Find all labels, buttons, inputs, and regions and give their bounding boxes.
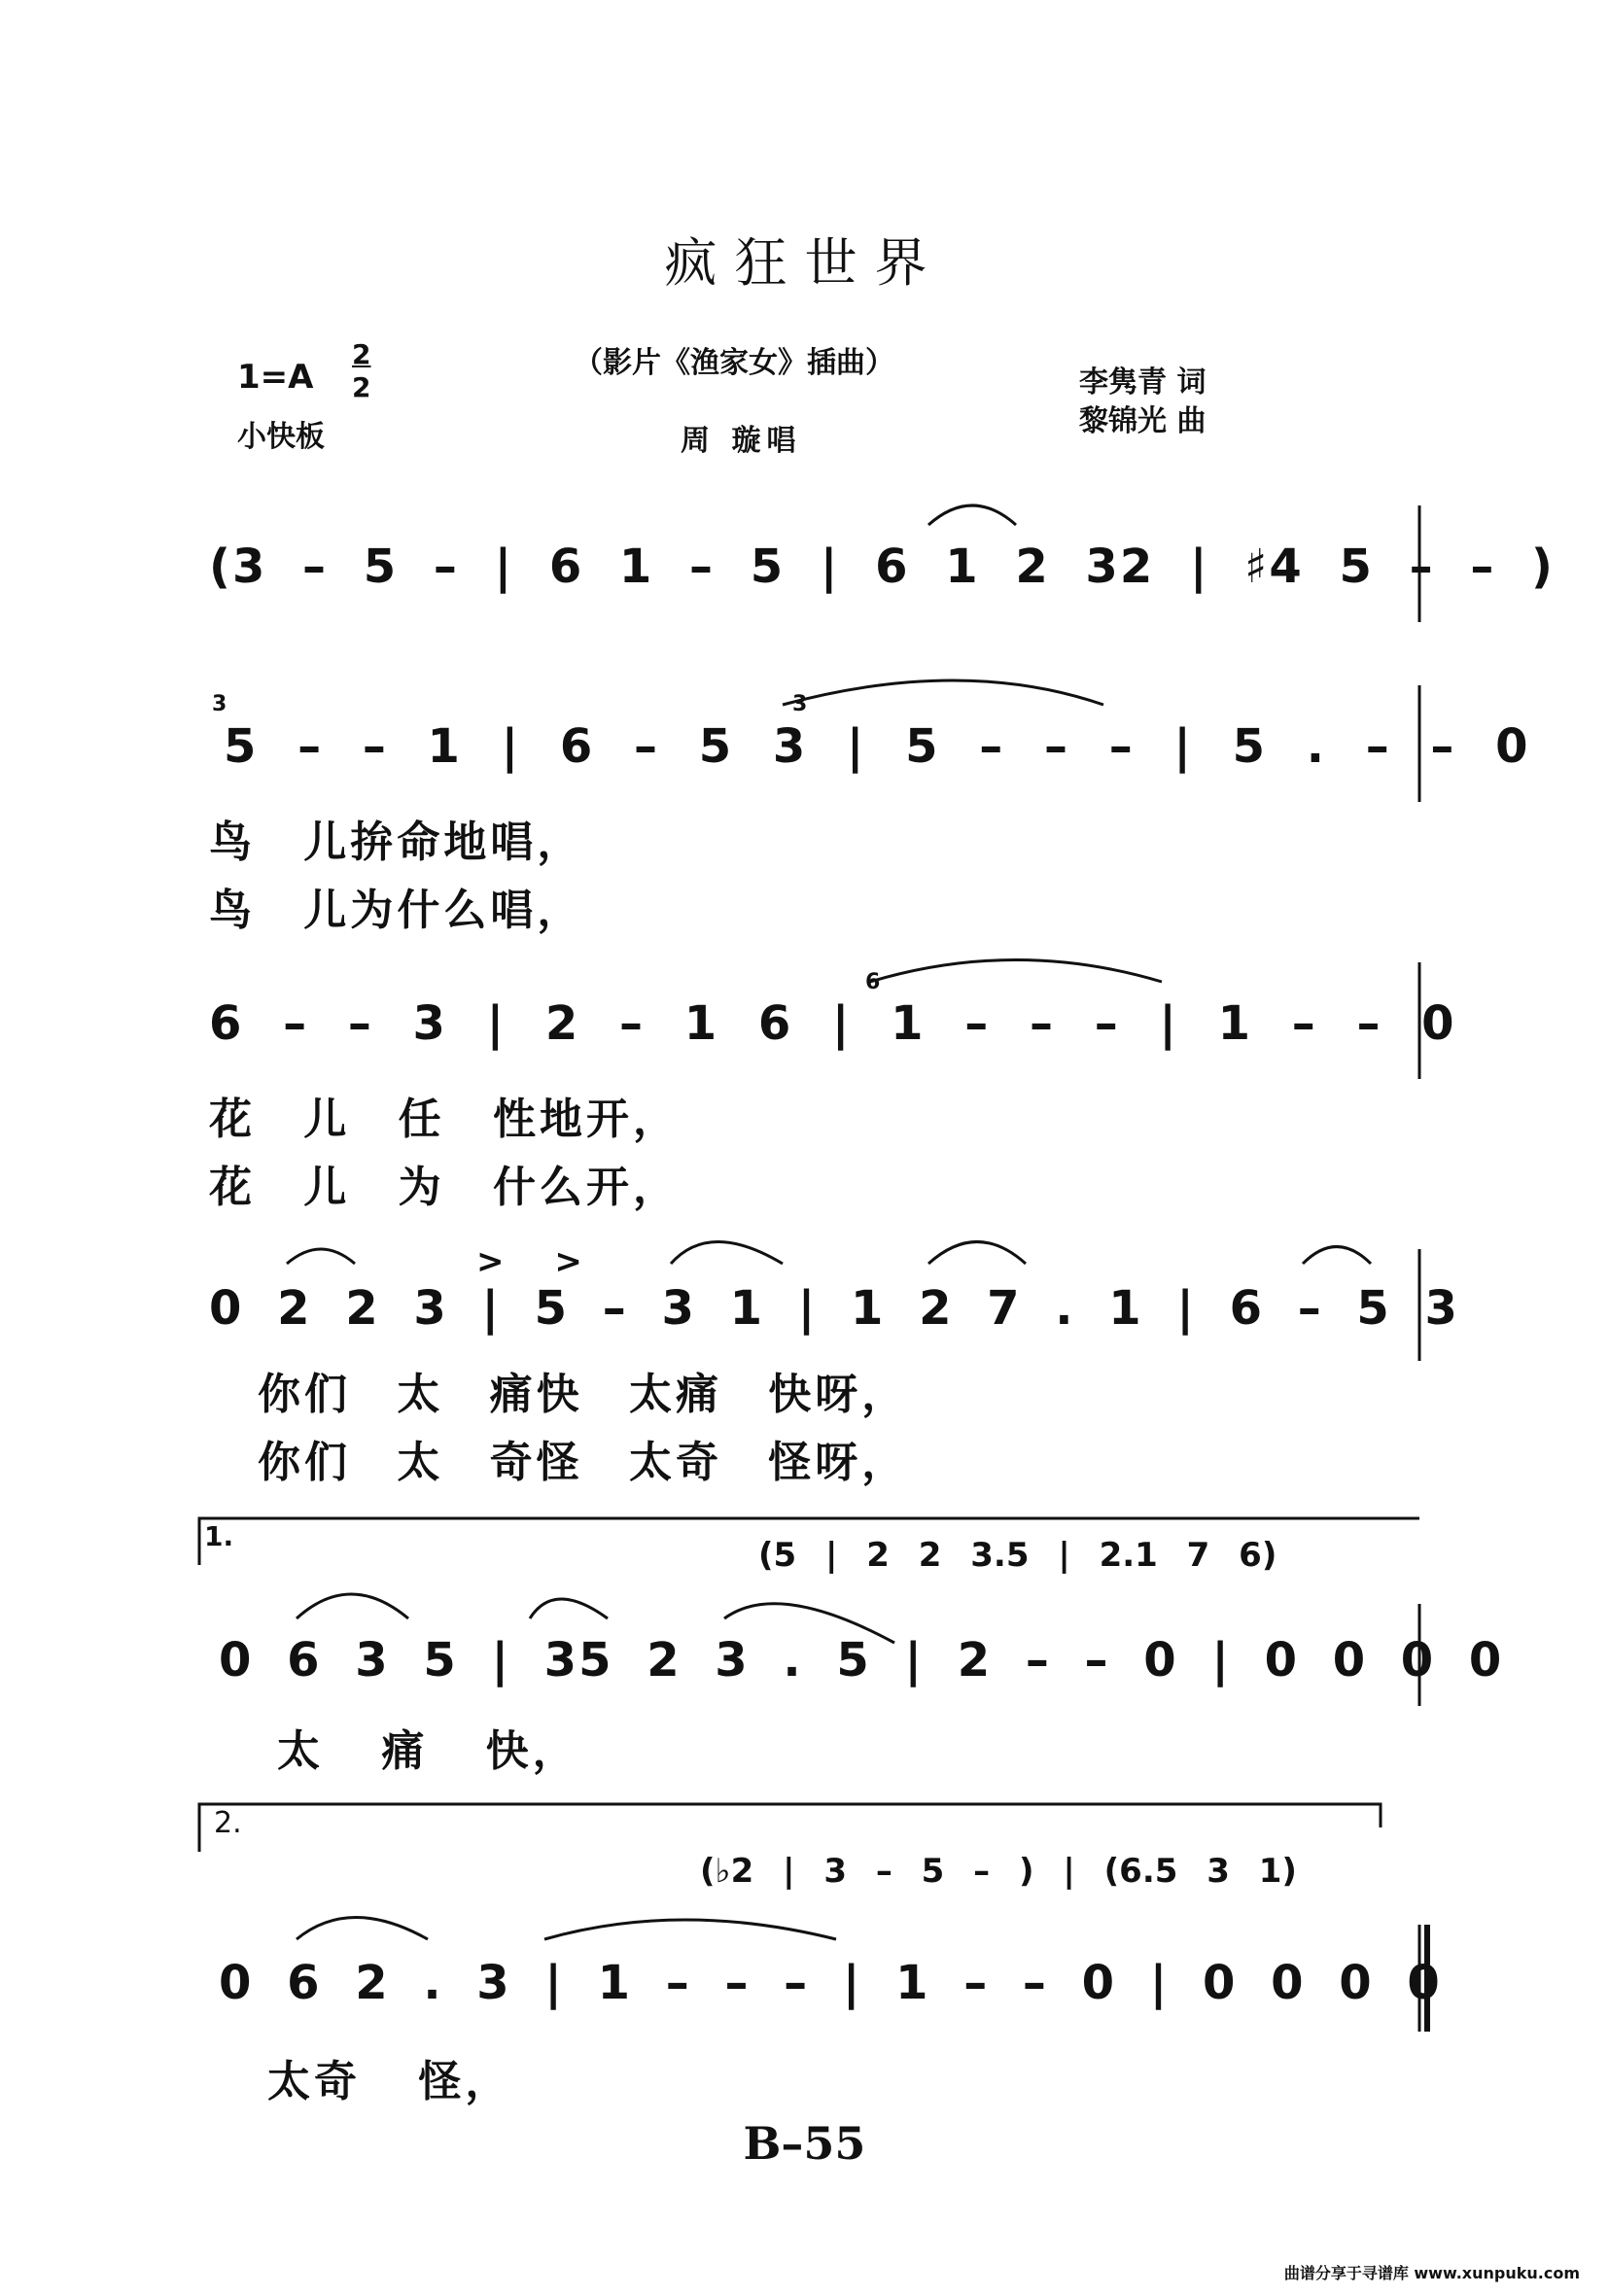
notation-line-6: 0 6 2 . 3 | 1 – – – | 1 – – 0 | 0 0 0 0 — [219, 1956, 1442, 2010]
time-signature-top: 2 — [352, 338, 371, 370]
tempo-marking: 小快板 — [237, 420, 325, 454]
slur-line-4d — [1303, 1247, 1371, 1265]
notation-line-3: 6 – – 3 | 2 – 1 6 | 1 – – – | 1 – – 0 — [209, 996, 1456, 1051]
footer-credit: 曲谱分享于寻谱库 www.xunpuku.com — [1283, 2264, 1580, 2282]
lyric-line-2b: 鸟 儿为什么唱， — [209, 886, 584, 935]
notation-line-1: (3 – 5 – | 6 1 – 5 | 6 1 2 32 | ♯4 5 – – ) — [209, 539, 1555, 594]
lyric-line-2a: 鸟 儿拚命地唱， — [209, 818, 584, 867]
accent-marks: > > — [476, 1242, 582, 1281]
page-number: B–55 — [743, 2117, 866, 2170]
lyric-line-6: 太奇 怪， — [267, 2057, 512, 2106]
grace-note-2: 3 — [792, 692, 808, 716]
slur-line-6b — [544, 1920, 836, 1939]
second-ending-bracket — [199, 1804, 1381, 1852]
notation-line-5: 0 6 3 5 | 35 2 3 . 5 | 2 – – 0 | 0 0 0 0 — [219, 1633, 1504, 1687]
accompaniment-line-6: (♭2 | 3 – 5 – ) | (6.5 3 1) — [700, 1852, 1297, 1891]
lyric-line-4a: 你们 太 痛快 太痛 快呀， — [258, 1370, 909, 1419]
slur-line-1 — [928, 505, 1016, 525]
first-ending-bracket — [199, 1518, 1419, 1565]
slur-line-4c — [928, 1242, 1026, 1265]
lyric-line-3b: 花 儿 为 什么开， — [209, 1163, 680, 1212]
slur-line-5c — [724, 1604, 894, 1643]
time-signature-bottom: 2 — [352, 371, 371, 403]
lyricist-credit: 李隽青 词 — [1079, 365, 1207, 400]
grace-note-3: 6 — [865, 970, 881, 994]
song-title: 疯狂世界 — [664, 232, 945, 294]
lyric-line-3a: 花 儿 任 性地开， — [209, 1095, 680, 1144]
accompaniment-line-5: (5 | 2 2 3.5 | 2.1 7 6) — [758, 1536, 1277, 1575]
grace-note-1: 3 — [212, 692, 227, 716]
composer-credit: 黎锦光 曲 — [1079, 404, 1207, 438]
slur-line-4a — [287, 1249, 355, 1264]
slur-line-3 — [870, 960, 1162, 983]
key-signature: 1=A — [237, 358, 314, 397]
second-ending-label: 2. — [214, 1806, 242, 1840]
lyric-line-5: 太 痛 快， — [277, 1726, 579, 1776]
slur-line-4b — [671, 1242, 783, 1265]
notation-line-4: 0 2 2 3 | 5 – 3 1 | 1 2 7 . 1 | 6 – 5 3 — [209, 1281, 1459, 1336]
slur-line-5b — [530, 1599, 608, 1618]
first-ending-label: 1. — [204, 1520, 234, 1552]
subtitle: （影片《渔家女》插曲） — [574, 346, 894, 380]
slur-line-5a — [297, 1594, 408, 1618]
slur-line-2 — [783, 680, 1103, 705]
notation-line-2: 5 – – 1 | 6 – 5 3 | 5 – – – | 5 . – – 0 — [224, 719, 1530, 774]
slur-line-6a — [297, 1918, 428, 1940]
singer-credit: 周 璇唱 — [681, 424, 802, 458]
lyric-line-4b: 你们 太 奇怪 太奇 怪呀， — [258, 1438, 909, 1487]
